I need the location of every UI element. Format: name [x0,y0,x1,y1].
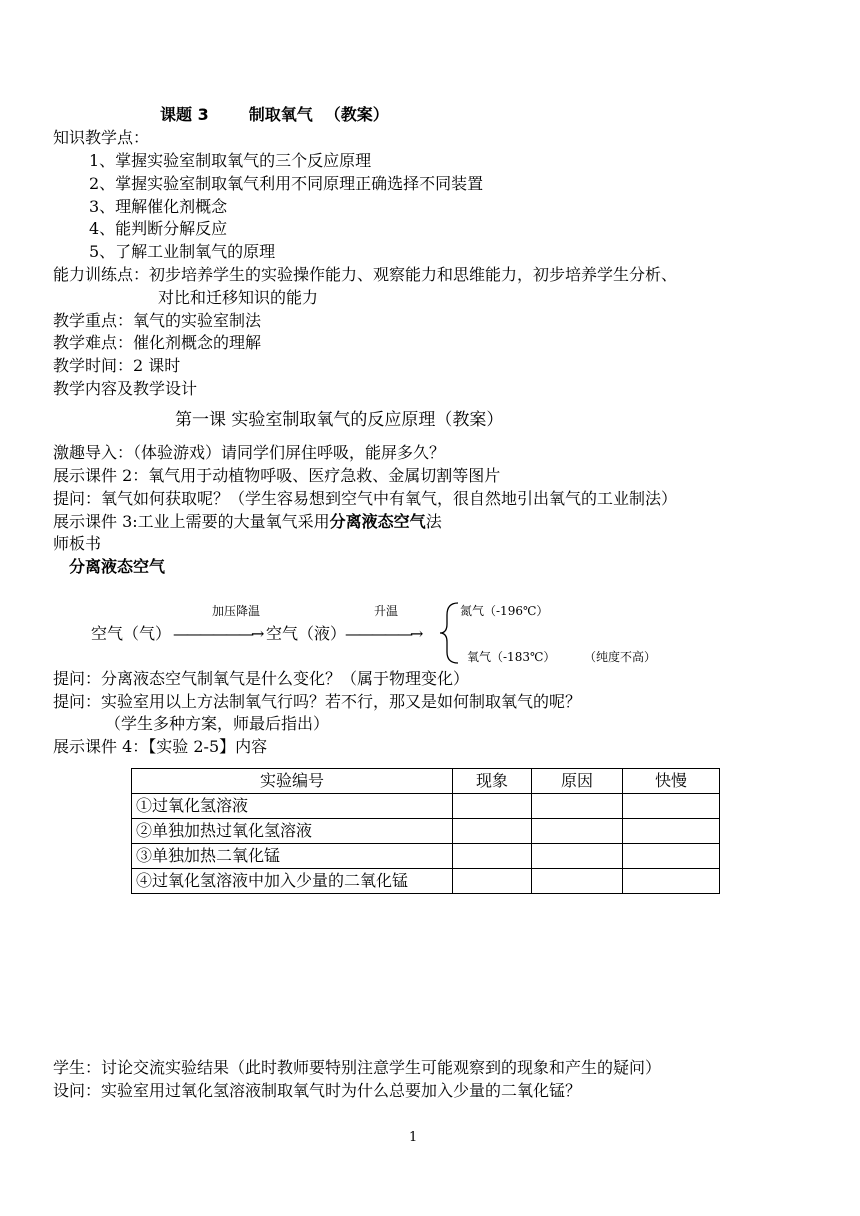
row-label: ④过氧化氢溶液中加入少量的二氧化锰 [132,869,453,894]
objective-item: 3、理解催化剂概念 [89,197,228,216]
key-point: 教学重点：氧气的实验室制法 [53,311,262,330]
header-phenomenon: 现象 [453,769,532,794]
courseware-2: 展示课件 2：氧气用于动植物呼吸、医疗急救、金属切割等图片 [53,466,501,485]
table-cell [623,819,720,844]
objective-item: 4、能判断分解反应 [89,219,228,238]
experiment-table [131,768,720,894]
intro-paragraph: 激趣导入：（体验游戏）请同学们屏住呼吸，能屏多久？ [53,443,446,462]
teaching-time: 教学时间：2 课时 [53,356,181,375]
board-writing-title: 分离液态空气 [69,557,166,576]
table-cell [532,869,623,894]
table-cell [532,794,623,819]
question-3-note: （学生多种方案，师最后指出） [105,714,330,733]
table-cell [623,794,720,819]
table-cell [532,819,623,844]
oxygen-output: 氧气（-183℃） [467,650,556,664]
table-row [132,794,720,819]
page-number: 1 [409,1130,418,1145]
objectives-heading: 知识教学点： [53,128,150,147]
title-lesson-number: 课题 3 [160,105,209,124]
purity-note: （纯度不高） [584,650,657,664]
row-label: ③单独加热二氧化锰 [132,844,453,869]
content-heading: 教学内容及教学设计 [53,379,198,398]
header-experiment: 实验编号 [132,769,453,794]
air-liquid: 空气（液） [266,624,347,643]
step1-label: 加压降温 [212,604,261,618]
lesson-title: 第一课 实验室制取氧气的反应原理（教案） [175,410,504,430]
table-cell [453,819,532,844]
table-cell [623,869,720,894]
table-cell [453,794,532,819]
courseware-3-suffix: 法 [425,512,442,531]
arrow-cool: ——————→ [173,624,262,643]
table-header-row [132,769,720,794]
student-discussion: 学生：讨论交流实验结果（此时教师要特别注意学生可能观察到的现象和产生的疑问） [53,1058,662,1077]
table-row [132,819,720,844]
header-speed: 快慢 [623,769,720,794]
courseware-3-keyword: 分离液态空气 [329,512,426,531]
difficulty: 教学难点：催化剂概念的理解 [53,333,262,352]
table-cell [453,869,532,894]
ability-line-2: 对比和迁移知识的能力 [158,288,319,307]
title-topic: 制取氧气 [248,105,313,124]
table-cell [623,844,720,869]
step2-label: 升温 [374,604,399,618]
table-row [132,844,720,869]
ability-line-1: 能力训练点：初步培养学生的实验操作能力、观察能力和思维能力，初步培养学生分析、 [53,265,678,284]
board-writing-label: 师板书 [53,534,102,553]
objective-item: 5、了解工业制氧气的原理 [89,242,276,261]
question-2: 提问：分离液态空气制氧气是什么变化？（属于物理变化） [53,669,470,688]
row-label: ②单独加热过氧化氢溶液 [132,819,453,844]
objective-item: 1、掌握实验室制取氧气的三个反应原理 [89,151,372,170]
table-row [132,869,720,894]
air-gas: 空气（气） [91,624,172,643]
question-1: 提问：氧气如何获取呢？（学生容易想到空气中有氧气，很自然地引出氧气的工业制法） [53,489,678,508]
nitrogen-output: 氮气（-196℃） [460,604,549,618]
header-reason: 原因 [532,769,623,794]
arrow-heat: —————→ [345,624,421,643]
question-3: 提问：实验室用以上方法制氧气行吗？若不行，那又是如何制取氧气的呢？ [53,692,582,711]
title-type: （教案） [324,105,389,124]
courseware-3-text: 展示课件 3:工业上需要的大量氧气采用 [53,512,330,531]
objective-item: 2、掌握实验室制取氧气利用不同原理正确选择不同装置 [89,174,484,193]
courseware-4: 展示课件 4：【实验 2-5】内容 [53,737,268,756]
row-label: ①过氧化氢溶液 [132,794,453,819]
table-cell [532,844,623,869]
table-cell [453,844,532,869]
set-question: 设问：实验室用过氧化氢溶液制取氧气时为什么总要加入少量的二氧化锰？ [53,1081,582,1100]
